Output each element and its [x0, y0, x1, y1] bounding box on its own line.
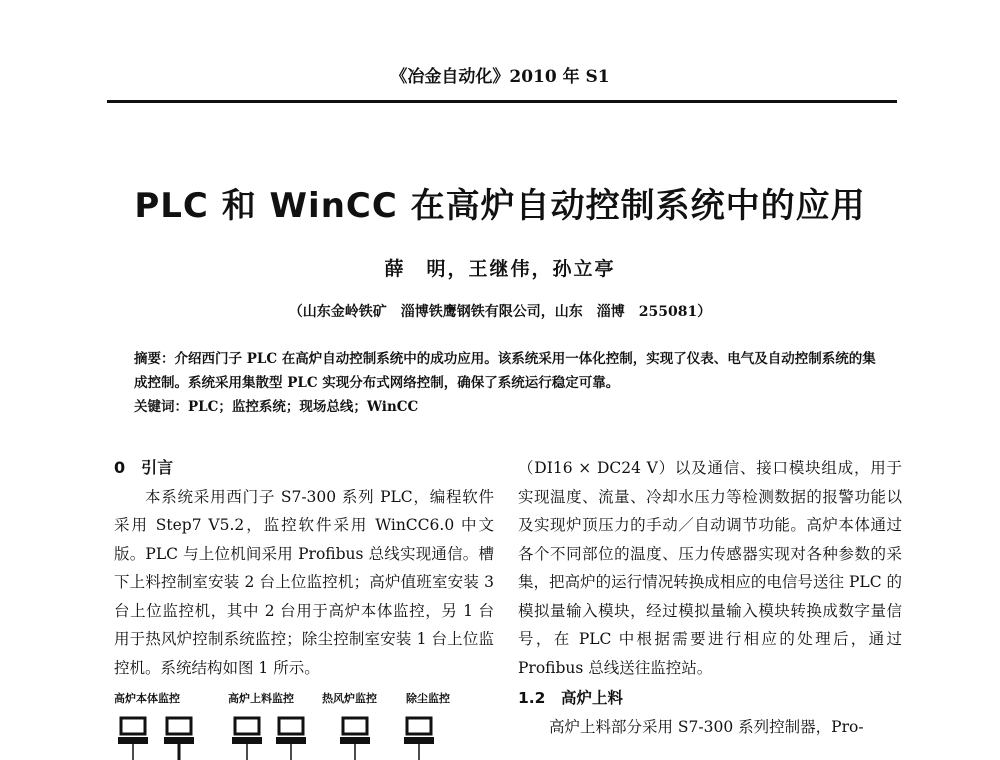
computer-icon: [118, 716, 148, 760]
computer-icon: [340, 716, 370, 760]
paper-title: PLC 和 WinCC 在高炉自动控制系统中的应用: [134, 186, 866, 226]
section-heading-intro: 0 引言: [114, 458, 174, 477]
abstract: [134, 347, 884, 419]
abstract-label: 摘要：: [134, 351, 175, 367]
subsection-heading: 1.2 高炉上料: [518, 689, 623, 707]
keywords-label: 关键词：: [134, 399, 188, 415]
header-rule: [107, 100, 897, 103]
computer-icon: [164, 716, 194, 760]
intro-paragraph: 本系统采用西门子 S7-300 系列 PLC，编程软件采用 Step7 V5.2，监控软件采用 WinCC6.0 中文版。PLC 与上位机间采用 Profibus 总线实现通信。槽下上料控制室安装 2 台上位监控机；高炉值班室安装 3 台上位监控机，其中 2 台用于高炉本体监控，另 1 台用于热风炉控制系统监控；除尘控制室安装 1 台上位监控机。系统结构如图 1 所示。: [114, 487, 494, 677]
keywords-block: [134, 395, 884, 419]
computer-icon: [276, 716, 306, 760]
figure-label: 高炉上料监控: [228, 692, 294, 705]
abstract-block: [134, 347, 884, 395]
computer-icon: [232, 716, 262, 760]
keywords-text: PLC；监控系统；现场总线；WinCC: [188, 399, 419, 415]
subsection-paragraph: 高炉上料部分采用 S7-300 系列控制器，Pro-: [549, 717, 864, 736]
continuation-paragraph: （DI16 × DC24 V）以及通信、接口模块组成，用于实现温度、流量、冷却水压力等检测数据的报警功能以及实现炉顶压力的手动／自动调节功能。高炉本体通过各个不同部位的温度、压力传感器实现对各种参数的采集，把高炉的运行情况转换成相应的电信号送往 PLC 的模拟量输入模块，经过模拟量输入模块转换成数字量信号，在 PLC 中根据需要进行相应的处理后，通过 Profibus 总线送往监控站。: [518, 459, 902, 677]
authors: 薛 明，王继伟，孙立亭: [384, 258, 616, 280]
figure-label: 除尘监控: [406, 692, 450, 705]
figure-label: 热风炉监控: [322, 692, 377, 705]
journal-header: 《冶金自动化》2010 年 S1: [390, 67, 610, 87]
abstract-text: 介绍西门子 PLC 在高炉自动控制系统中的成功应用。该系统采用一体化控制，实现了仪表、电气及自动控制系统的集成控制。系统采用集散型 PLC 实现分布式网络控制，确保了系统运行稳定可靠。: [134, 351, 876, 391]
affiliation: （山东金岭铁矿 淄博铁鹰钢铁有限公司，山东 淄博 255081）: [288, 304, 712, 320]
figure-labels: [114, 690, 494, 710]
figure-label: 高炉本体监控: [114, 692, 180, 705]
right-column: [518, 454, 902, 741]
computer-icon: [404, 716, 434, 760]
left-column: [114, 454, 494, 682]
